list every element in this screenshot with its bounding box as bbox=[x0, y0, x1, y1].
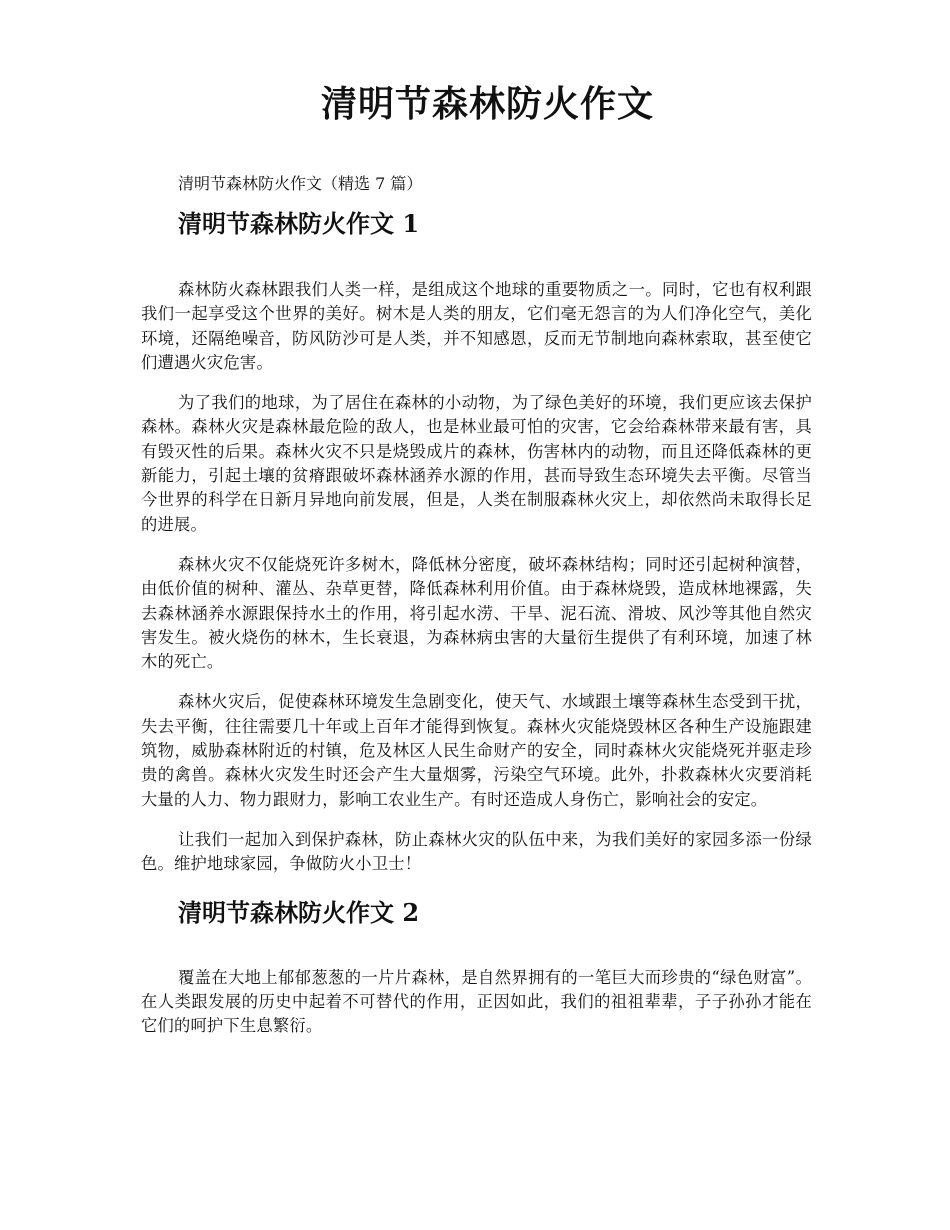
document-title: 清明节森林防火作文 bbox=[320, 83, 654, 125]
essay-1-paragraph-2: 为了我们的地球，为了居住在森林的小动物，为了绿色美好的环境，我们更应该去保护森林。森林火灾是森林最危险的敌人，也是林业最可怕的灾害，它会给森林带来最有害，具有毁灭性的后果。森林火灾不只是烧毁成片的森林，伤害林内的动物，而且还降低森林的更新能力，引起土壤的贫瘠跟破坏森林涵养水源的作用，甚而导致生态环境失去平衡。尽管当今世界的科学在日新月异地向前发展，但是，人类在制服森林火灾上，却依然尚未取得长足的进展。 bbox=[141, 393, 812, 534]
essay-2-paragraph-1: 覆盖在大地上郁郁葱葱的一片片森林，是自然界拥有的一笔巨大而珍贵的“绿色财富”。在人类跟发展的历史中起着不可替代的作用，正因如此，我们的祖祖辈辈，子子孙孙才能在它们的呵护下生息繁衍。 bbox=[141, 967, 812, 1036]
document-subtitle: 清明节森林防火作文（精选 7 篇） bbox=[178, 174, 423, 193]
essay-heading-2: 清明节森林防火作文 2 bbox=[178, 897, 420, 927]
essay-2-body bbox=[141, 966, 812, 1039]
essay-heading-1: 清明节森林防火作文 1 bbox=[178, 209, 420, 238]
essay-1-paragraph-3: 森林火灾不仅能烧死许多树木，降低林分密度，破坏森林结构；同时还引起树种演替，由低价值的树种、灌丛、杂草更替，降低森林利用价值。由于森林烧毁，造成林地裸露，失去森林涵养水源跟保持水土的作用，将引起水涝、干旱、泥石流、滑坡、风沙等其他自然灾害发生。被火烧伤的林木，生长衰退，为森林病虫害的大量衍生提供了有利环境，加速了林木的死亡。 bbox=[141, 554, 812, 672]
essay-1-paragraph-4: 森林火灾后，促使森林环境发生急剧变化，使天气、水域跟土壤等森林生态受到干扰，失去平衡，往往需要几十年或上百年才能得到恢复。森林火灾能烧毁林区各种生产设施跟建筑物，威胁森林附近的村镇，危及林区人民生命财产的安全，同时森林火灾能烧死并驱走珍贵的禽兽。森林火灾发生时还会产生大量烟雾，污染空气环境。此外，扑救森林火灾要消耗大量的人力、物力跟财力，影响工农业生产。有时还造成人身伤亡，影响社会的安定。 bbox=[141, 692, 812, 809]
essay-1-body bbox=[141, 278, 812, 877]
essay-1-paragraph-5: 让我们一起加入到保护森林，防止森林火灾的队伍中来，为我们美好的家园多添一份绿色。维护地球家园，争做防火小卫士！ bbox=[141, 829, 812, 874]
essay-1-paragraph-1: 森林防火森林跟我们人类一样，是组成这个地球的重要物质之一。同时，它也有权利跟我们一起享受这个世界的美好。树木是人类的朋友，它们毫无怨言的为人们净化空气，美化环境，还隔绝噪音，防风防沙可是人类，并不知感恩，反而无节制地向森林索取，甚至使它们遭遇火灾危害。 bbox=[141, 280, 812, 372]
essay-2 bbox=[141, 893, 812, 1039]
essay-1 bbox=[141, 204, 812, 877]
